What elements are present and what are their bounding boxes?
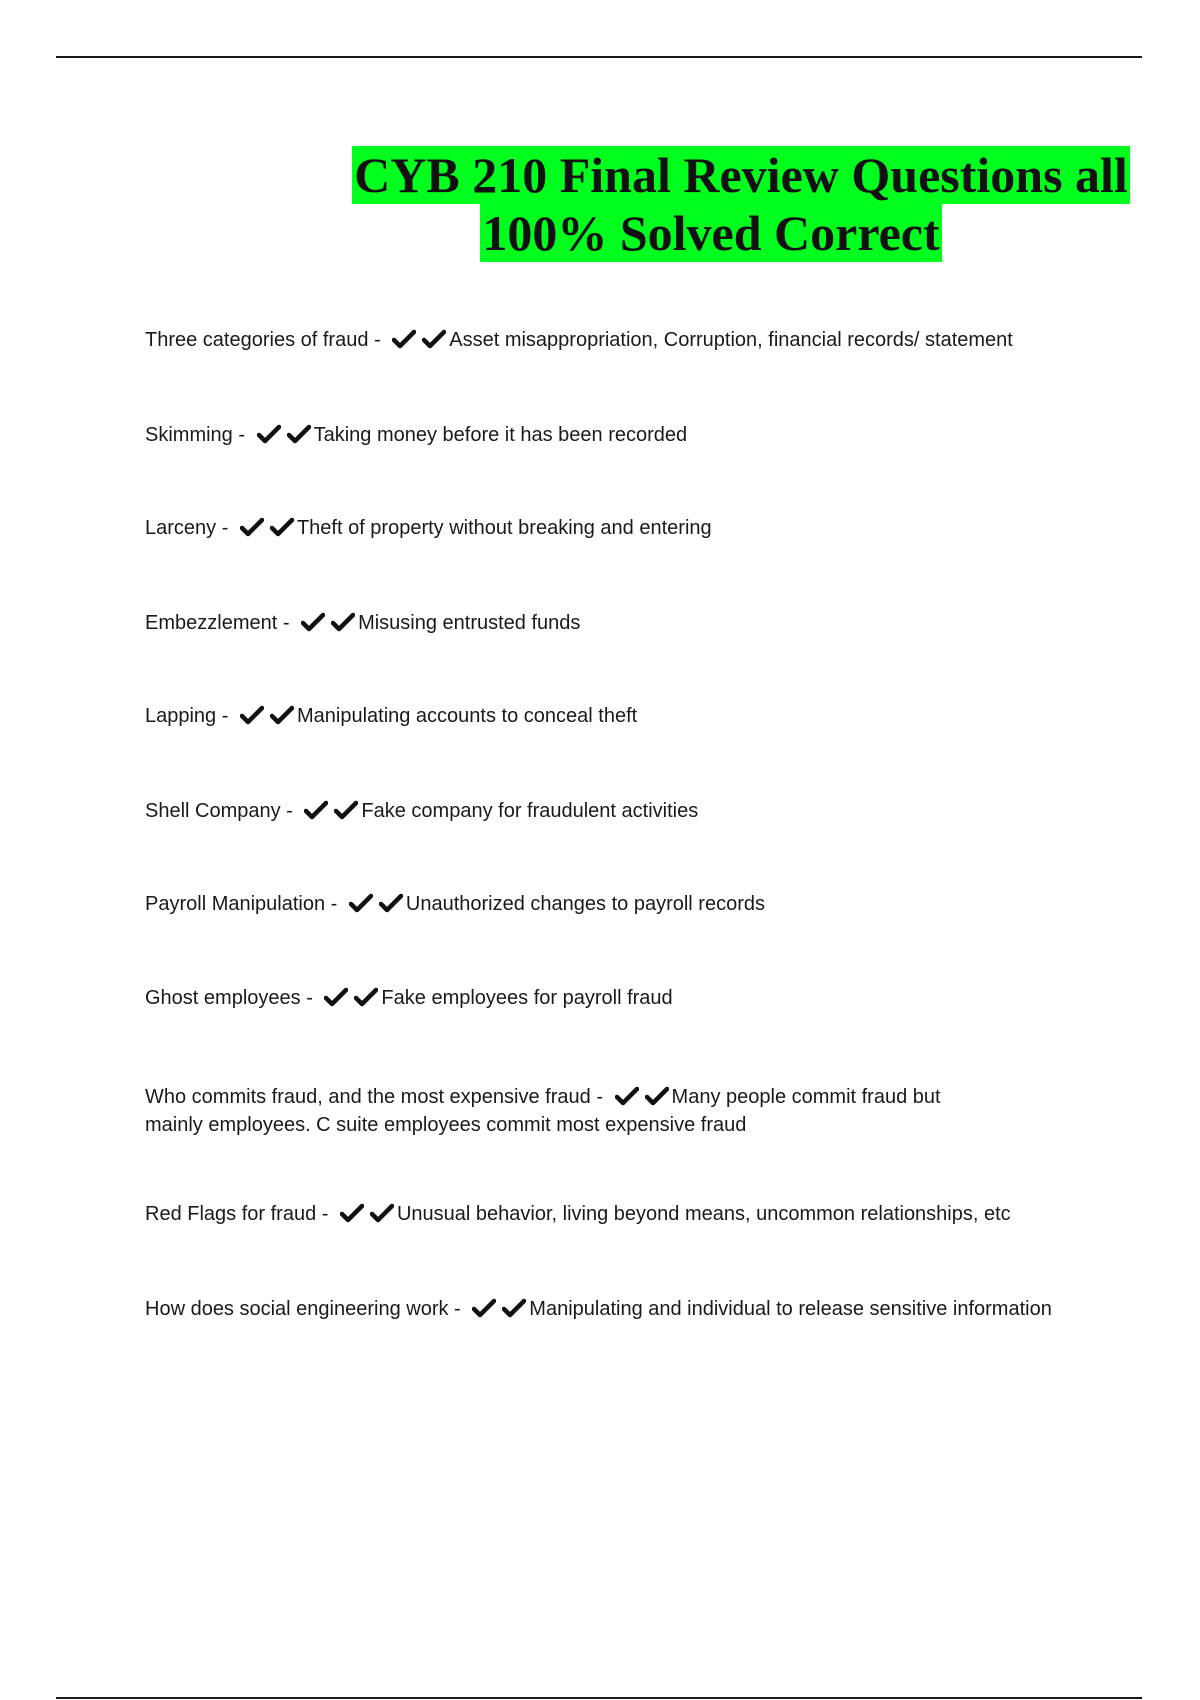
qa-term: Who commits fraud, and the most expensive fraud <box>145 1086 591 1108</box>
qa-item <box>145 1297 1085 1325</box>
qa-answer: Misusing entrusted funds <box>358 612 581 634</box>
qa-term: Lapping <box>145 705 217 727</box>
check-marks <box>301 612 356 639</box>
qa-answer: Unauthorized changes to payroll records <box>405 893 765 915</box>
qa-item <box>145 986 1085 1014</box>
check-icon <box>422 329 446 349</box>
qa-term: Skimming <box>145 424 233 446</box>
check-marks <box>349 893 404 920</box>
check-icon <box>257 424 281 444</box>
check-icon <box>379 893 403 913</box>
check-marks <box>240 517 295 544</box>
check-icon <box>270 705 294 725</box>
footer-rule <box>56 1697 1142 1699</box>
qa-separator: - <box>448 1298 467 1320</box>
check-icon <box>615 1086 639 1106</box>
qa-separator: - <box>216 517 234 539</box>
check-icon <box>287 424 311 444</box>
check-icon <box>392 329 416 349</box>
qa-separator: - <box>300 987 319 1009</box>
qa-separator: - <box>590 1086 609 1108</box>
title-line-1: CYB 210 Final Review Questions all <box>354 147 1128 203</box>
check-marks <box>392 329 447 356</box>
qa-term: Embezzlement <box>145 612 278 634</box>
check-icon <box>645 1086 669 1106</box>
qa-separator: - <box>325 893 343 915</box>
qa-term: How does social engineering work <box>145 1298 449 1320</box>
qa-separator: - <box>277 612 296 634</box>
qa-term: Red Flags for fraud <box>145 1203 317 1225</box>
check-icon <box>349 893 373 913</box>
qa-term: Ghost employees <box>145 987 301 1009</box>
qa-item <box>145 328 1085 356</box>
qa-term: Three categories of fraud <box>145 329 369 351</box>
qa-answer: Unusual behavior, living beyond means, uncommon relationships, etc <box>396 1203 1011 1225</box>
check-marks <box>324 987 379 1014</box>
check-marks <box>240 705 295 732</box>
qa-item <box>145 611 1085 639</box>
header-rule <box>56 56 1142 58</box>
qa-item <box>145 892 1085 920</box>
qa-answer: Fake company for fraudulent activities <box>361 800 699 822</box>
document-title <box>280 146 1142 262</box>
check-icon <box>502 1298 526 1318</box>
qa-answer: Manipulating and individual to release sensitive information <box>529 1298 1052 1320</box>
qa-item <box>145 1085 985 1138</box>
qa-answer: Manipulating accounts to conceal theft <box>296 705 638 727</box>
check-icon <box>334 800 358 820</box>
qa-separator: - <box>280 800 299 822</box>
title-line-2: 100% Solved Correct <box>482 205 940 261</box>
qa-term: Larceny <box>145 517 217 539</box>
qa-item <box>145 704 1085 732</box>
check-icon <box>472 1298 496 1318</box>
qa-answer: Asset misappropriation, Corruption, financial records/ statement <box>449 329 1013 351</box>
qa-term: Payroll Manipulation <box>145 893 326 915</box>
check-marks <box>257 424 312 451</box>
qa-answer: Many people commit fraud but mainly employees. C suite employees commit most expensive fraud <box>145 1086 941 1136</box>
check-marks <box>340 1203 395 1230</box>
check-marks <box>304 800 359 827</box>
qa-separator: - <box>216 705 234 727</box>
check-icon <box>304 800 328 820</box>
check-marks <box>615 1086 670 1113</box>
check-icon <box>301 612 325 632</box>
qa-answer: Taking money before it has been recorded <box>313 424 688 446</box>
check-icon <box>240 517 264 537</box>
check-icon <box>370 1203 394 1223</box>
qa-item <box>145 799 1085 827</box>
qa-separator: - <box>368 329 387 351</box>
qa-item <box>145 1202 1085 1230</box>
check-icon <box>354 987 378 1007</box>
qa-answer: Fake employees for payroll fraud <box>381 987 673 1009</box>
qa-answer: Theft of property without breaking and entering <box>296 517 712 539</box>
check-icon <box>331 612 355 632</box>
qa-item <box>145 423 1085 451</box>
check-icon <box>324 987 348 1007</box>
check-icon <box>340 1203 364 1223</box>
qa-separator: - <box>232 424 251 446</box>
qa-term: Shell Company <box>145 800 281 822</box>
qa-item <box>145 516 1085 544</box>
check-icon <box>240 705 264 725</box>
qa-separator: - <box>316 1203 334 1225</box>
check-marks <box>472 1298 527 1325</box>
check-icon <box>270 517 294 537</box>
